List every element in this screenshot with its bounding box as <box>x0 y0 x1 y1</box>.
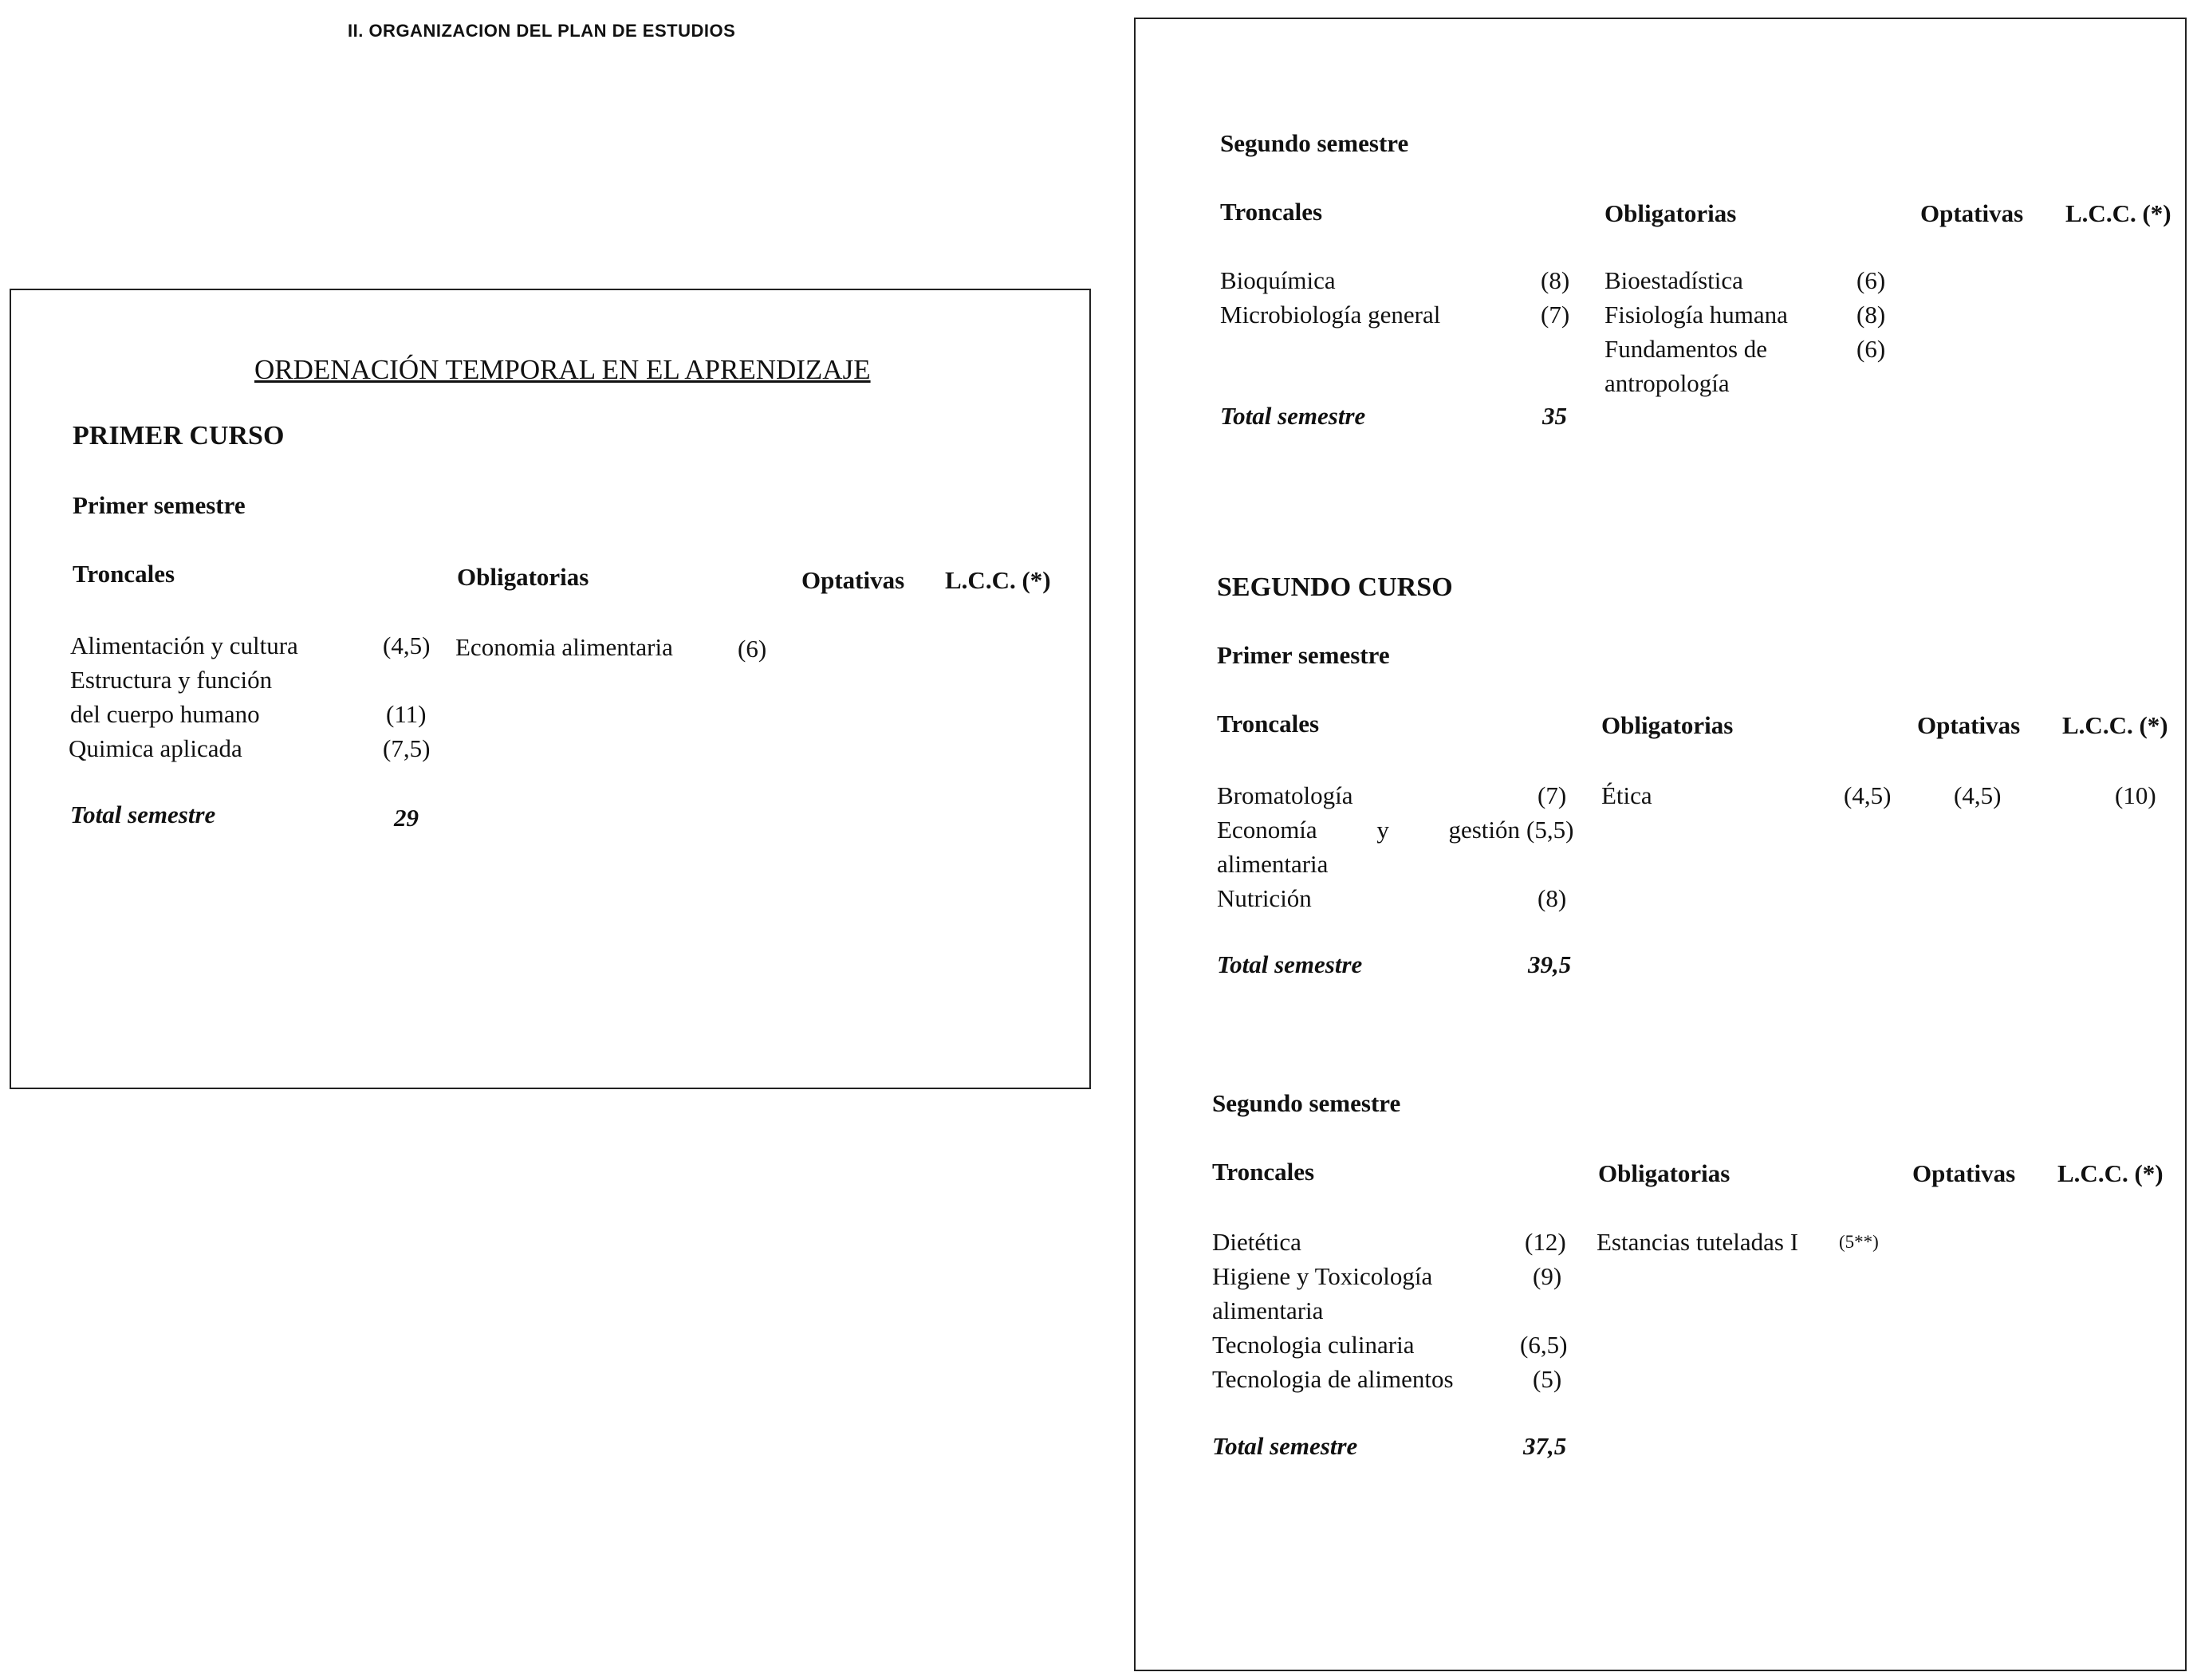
subject-credits: (6,5) <box>1520 1331 1568 1359</box>
subject-credits: (6) <box>738 635 767 663</box>
subject-name: Dietética <box>1212 1228 1301 1256</box>
subject-name: Fisiología humana <box>1604 301 1788 329</box>
subject-name: Bioquímica <box>1220 266 1336 294</box>
subject-word: y <box>1376 816 1389 844</box>
semester-title: Primer semestre <box>1217 641 1390 669</box>
page-heading: II. ORGANIZACION DEL PLAN DE ESTUDIOS <box>348 21 736 41</box>
subject-word: gestión <box>1448 816 1520 844</box>
col-header-optativas: Optativas <box>1920 199 2024 227</box>
subject-name: antropología <box>1604 369 1730 397</box>
subject-credits: (8) <box>1538 884 1567 912</box>
subject-name: alimentaria <box>1212 1296 1324 1324</box>
total-label: Total semestre <box>70 801 216 828</box>
subject-name: Bromatología <box>1217 781 1353 809</box>
col-header-troncales: Troncales <box>1217 710 1320 738</box>
col-header-optativas: Optativas <box>1912 1159 2016 1187</box>
subject-credits: (8) <box>1541 266 1570 294</box>
subject-name: del cuerpo humano <box>70 700 260 728</box>
total-value: 39,5 <box>1528 950 1572 978</box>
col-header-troncales: Troncales <box>73 560 175 588</box>
subject-word: Economía <box>1217 816 1317 844</box>
subject-name-justified <box>1217 812 1520 847</box>
lcc-credits: (10) <box>2115 781 2156 809</box>
subject-name: Economia alimentaria <box>455 633 673 661</box>
subject-credits: (7) <box>1541 301 1570 329</box>
col-header-optativas: Optativas <box>801 566 905 594</box>
subject-credits: (11) <box>386 700 427 728</box>
col-header-lcc: L.C.C. (*) <box>945 566 1051 594</box>
subject-credits: (8) <box>1856 301 1886 329</box>
semester-title: Primer semestre <box>73 491 246 519</box>
col-header-troncales: Troncales <box>1212 1158 1315 1186</box>
subject-name: Tecnologia culinaria <box>1212 1331 1415 1359</box>
box-title: ORDENACIÓN TEMPORAL EN EL APRENDIZAJE <box>254 354 871 385</box>
col-header-troncales: Troncales <box>1220 198 1323 226</box>
subject-name <box>1217 812 1520 847</box>
subject-credits: (12) <box>1525 1228 1566 1256</box>
col-header-lcc: L.C.C. (*) <box>2065 199 2171 227</box>
subject-name: Ética <box>1601 781 1652 809</box>
subject-name: alimentaria <box>1217 850 1329 878</box>
subject-credits: (7,5) <box>383 734 431 762</box>
subject-credits: (7) <box>1538 781 1567 809</box>
total-value: 37,5 <box>1523 1432 1567 1460</box>
subject-credits: (4,5) <box>383 631 431 659</box>
optativas-credits: (4,5) <box>1954 781 2002 809</box>
total-value: 29 <box>394 804 419 832</box>
course-title-first: PRIMER CURSO <box>73 421 285 450</box>
course-title-second: SEGUNDO CURSO <box>1217 572 1453 602</box>
subject-credits: (5) <box>1533 1365 1562 1393</box>
subject-name: Fundamentos de <box>1604 335 1768 363</box>
total-value: 35 <box>1542 402 1567 430</box>
total-label: Total semestre <box>1217 950 1363 978</box>
subject-name: Quimica aplicada <box>69 734 242 762</box>
col-header-obligatorias: Obligatorias <box>457 563 589 591</box>
col-header-obligatorias: Obligatorias <box>1601 711 1734 739</box>
col-header-lcc: L.C.C. (*) <box>2057 1159 2164 1187</box>
subject-name: Tecnologia de alimentos <box>1212 1365 1454 1393</box>
subject-name: Nutrición <box>1217 884 1312 912</box>
semester-title: Segundo semestre <box>1212 1089 1401 1117</box>
subject-credits: (9) <box>1533 1262 1562 1290</box>
col-header-obligatorias: Obligatorias <box>1598 1159 1730 1187</box>
subject-name: Estructura y función <box>70 666 273 694</box>
semester-title: Segundo semestre <box>1220 129 1409 157</box>
subject-credits: (5**) <box>1839 1232 1879 1252</box>
subject-credits: (5,5) <box>1526 816 1574 844</box>
col-header-obligatorias: Obligatorias <box>1604 199 1737 227</box>
subject-credits: (6) <box>1856 335 1886 363</box>
subject-credits: (4,5) <box>1844 781 1892 809</box>
total-label: Total semestre <box>1212 1432 1358 1460</box>
subject-credits: (6) <box>1856 266 1886 294</box>
subject-name: Bioestadística <box>1604 266 1743 294</box>
col-header-optativas: Optativas <box>1917 711 2021 739</box>
col-header-lcc: L.C.C. (*) <box>2062 711 2168 739</box>
subject-name: Alimentación y cultura <box>70 631 298 659</box>
subject-name: Higiene y Toxicología <box>1212 1262 1433 1290</box>
subject-name: Microbiología general <box>1220 301 1441 329</box>
total-label: Total semestre <box>1220 402 1366 430</box>
subject-name: Estancias tuteladas I <box>1597 1228 1799 1256</box>
